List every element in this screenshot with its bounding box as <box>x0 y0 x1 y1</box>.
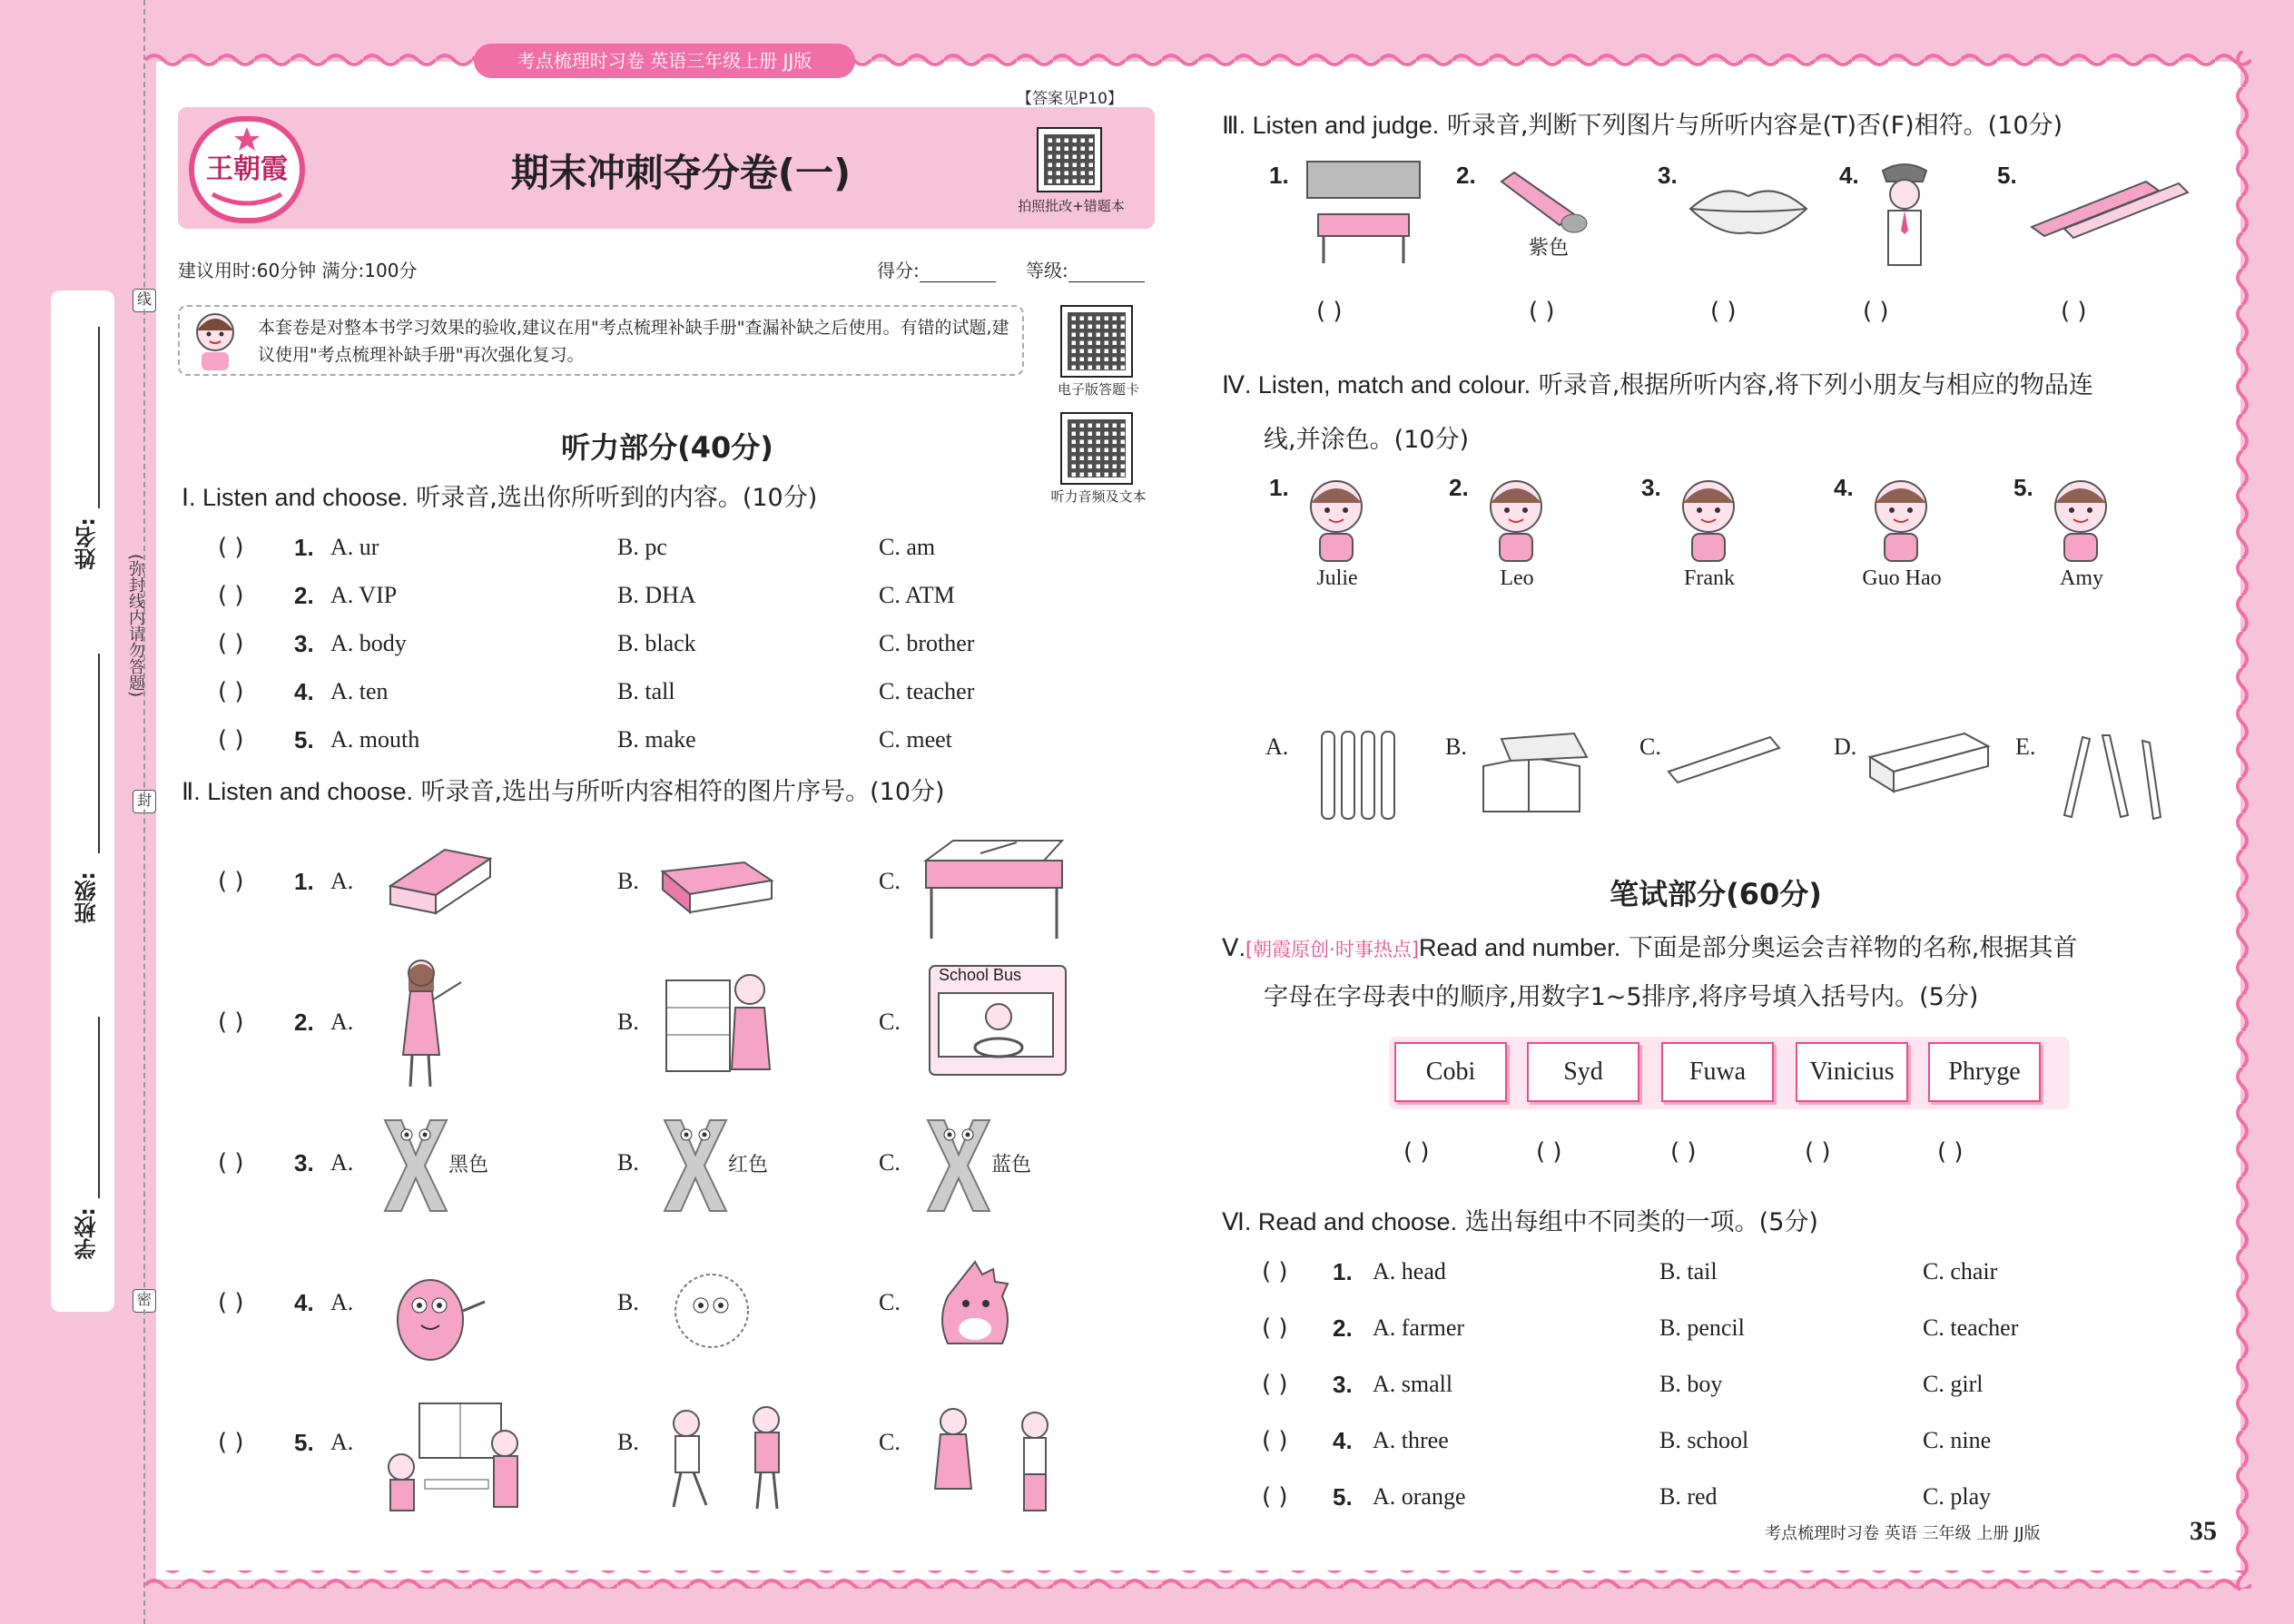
option-b: B. red <box>1659 1483 1718 1510</box>
item-letter: A. <box>1265 733 1289 760</box>
question-number: 1. <box>294 534 314 561</box>
answer-blank[interactable]: ( ) <box>1262 1427 1288 1454</box>
time-score-info: 建议用时:60分钟 满分:100分 <box>178 260 418 281</box>
option-c: C. teacher <box>879 678 975 704</box>
grade-label: 等级: <box>1026 260 1068 281</box>
option-b: B. tall <box>617 678 675 704</box>
answer-blank[interactable]: ( ) <box>1262 1258 1288 1285</box>
kid-number: 1. <box>1269 474 1289 501</box>
judge-number-1: 1. <box>1269 162 1289 189</box>
option-c: C. meet <box>879 726 952 753</box>
grade-field[interactable] <box>1026 256 1145 282</box>
listening-section-title: 听力部分(40分) <box>561 430 773 465</box>
option-c: C. brother <box>879 630 975 656</box>
mascot-name-card: Vinicius <box>1796 1042 1908 1102</box>
class-label: 班级: <box>74 871 100 924</box>
option-b: B. boy <box>1659 1371 1723 1397</box>
open-book-icon <box>1474 730 1592 817</box>
qr-caption-wrongbook: 拍照批改+错题本 <box>1018 198 1125 214</box>
option-c: C. ATM <box>879 582 955 608</box>
option-a: A. small <box>1373 1371 1453 1397</box>
question-number: 2. <box>294 582 314 609</box>
seal-note: (弥封线内请勿答题) <box>126 554 145 698</box>
kids-table-scene-icon <box>379 1398 534 1516</box>
lips-icon <box>1685 178 1812 241</box>
kid-number: 2. <box>1449 474 1469 501</box>
option-b: B. <box>617 1289 639 1315</box>
pencils-icon <box>2055 732 2164 822</box>
answer-blank[interactable]: ( ) <box>218 1149 244 1176</box>
kid-name: Amy <box>2060 566 2103 590</box>
desk-icon <box>917 833 1071 942</box>
option-a: A. ten <box>330 678 389 704</box>
judge-answer-blank[interactable]: ( ) <box>1316 298 1343 325</box>
judge-number-3: 3. <box>1658 162 1678 189</box>
color-label: 黑色 <box>448 1154 489 1176</box>
judge-number-5: 5. <box>1997 162 2017 189</box>
school-field[interactable] <box>98 1017 100 1198</box>
girl-avatar-icon <box>187 307 243 372</box>
order-answer-blank[interactable]: ( ) <box>1403 1138 1430 1166</box>
option-b: B. make <box>617 726 696 753</box>
kid-name: Leo <box>1500 566 1534 590</box>
school-label: 学校: <box>74 1207 100 1260</box>
option-b: B. black <box>617 630 696 656</box>
top-banner: 考点梳理时习卷 英语三年级上册 JJ版 <box>474 44 855 78</box>
item-letter: B. <box>1445 733 1467 760</box>
svg-text:王朝霞: 王朝霞 <box>206 153 288 185</box>
kid-portrait-icon <box>2044 470 2117 570</box>
answer-blank[interactable]: ( ) <box>1262 1314 1288 1342</box>
kid-portrait-icon <box>1300 470 1373 570</box>
writing-section-title: 笔试部分(60分) <box>1610 877 1822 911</box>
order-answer-blank[interactable]: ( ) <box>1937 1138 1964 1166</box>
judge-answer-blank[interactable]: ( ) <box>1863 298 1889 325</box>
qr-code-answer-card[interactable] <box>1060 305 1133 378</box>
pencil-box-icon <box>1865 726 1992 799</box>
kid-portrait-icon <box>1865 470 1937 570</box>
order-answer-blank[interactable]: ( ) <box>1805 1138 1831 1166</box>
closed-book-icon <box>654 844 781 917</box>
name-label: 姓名: <box>74 517 100 570</box>
standing-girls-icon <box>917 1398 1071 1516</box>
option-b: B. tail <box>1659 1258 1718 1284</box>
class-field[interactable] <box>98 654 100 853</box>
question-number: 5. <box>1333 1483 1353 1511</box>
seal-char-mi: 密 <box>133 1289 156 1313</box>
option-c: C. <box>879 868 901 894</box>
teacher-girl-icon <box>390 955 463 1091</box>
order-answer-blank[interactable]: ( ) <box>1670 1138 1697 1166</box>
option-b: B. <box>617 1009 639 1035</box>
option-a: A. head <box>1373 1258 1446 1284</box>
paint-tube-icon <box>1496 169 1596 241</box>
section4-heading-cont: 线,并涂色。(10分) <box>1264 426 1470 454</box>
publisher-logo <box>189 116 305 223</box>
qr-code-audio[interactable] <box>1060 412 1133 485</box>
option-c: C. nine <box>1923 1427 1992 1453</box>
pens-icon <box>1316 726 1407 826</box>
section2-heading: Ⅱ. Listen and choose. 听录音,选出与所听内容相符的图片序号。(10分) <box>182 778 945 806</box>
color-label: 蓝色 <box>991 1154 1032 1176</box>
option-a: A. ur <box>330 534 379 560</box>
student-info-card <box>51 290 114 1312</box>
kid-number: 5. <box>2013 474 2033 501</box>
letter-x-character-icon <box>659 1115 732 1215</box>
option-c: C. am <box>879 534 936 560</box>
school-bus-picture <box>926 962 1071 1080</box>
tip-text: 本套卷是对整本书学习效果的验收,建议在用"考点梳理补缺手册"查漏补缺之后使用。有错的试题,建议使用"考点梳理补缺手册"再次强化复习。 <box>258 318 1009 365</box>
ruler-icon <box>1665 732 1783 786</box>
option-a: A. farmer <box>1373 1314 1465 1341</box>
kid-portrait-icon <box>1480 470 1552 570</box>
answer-blank[interactable]: ( ) <box>1262 1371 1288 1398</box>
question-number: 2. <box>1333 1314 1353 1342</box>
section1-heading: Ⅰ. Listen and choose. 听录音,选出你所听到的内容。(10分) <box>182 484 818 512</box>
kid-number: 4. <box>1834 474 1854 501</box>
pink-dino-icon <box>926 1256 1026 1356</box>
letter-x-character-icon <box>922 1115 995 1215</box>
option-c: C. teacher <box>1923 1314 2019 1341</box>
item-letter: E. <box>2015 733 2036 760</box>
option-c: C. <box>879 1429 901 1455</box>
kid-name: Guo Hao <box>1862 566 1942 590</box>
answer-note: 【答案见P10】 <box>1017 90 1123 108</box>
option-a: A. body <box>330 630 407 656</box>
judge-number-4: 4. <box>1839 162 1859 189</box>
rulers-icon <box>2028 172 2191 245</box>
purple-label: 紫色 <box>1529 237 1570 260</box>
question-number: 4. <box>294 678 314 705</box>
mascot-name-card: Phryge <box>1928 1042 2041 1102</box>
option-b: B. <box>617 1149 639 1176</box>
judge-answer-blank[interactable]: ( ) <box>1529 298 1555 325</box>
book-picture-icon <box>372 832 499 922</box>
option-b: B. <box>617 868 639 894</box>
mascot-name-card: Syd <box>1527 1042 1639 1102</box>
option-a: A. mouth <box>330 726 420 753</box>
mascot-name-card: Fuwa <box>1661 1042 1774 1102</box>
seal-char-xian: 线 <box>133 289 156 312</box>
name-field[interactable] <box>98 327 100 508</box>
blackboard-desk-icon <box>1300 160 1427 269</box>
seal-char-feng: 封 <box>133 790 156 813</box>
kid-name: Julie <box>1316 566 1358 590</box>
school-bus-sign: School Bus <box>939 966 1022 984</box>
answer-blank[interactable]: ( ) <box>218 1429 244 1456</box>
section3-heading: Ⅲ. Listen and judge. 听录音,判断下列图片与所听内容是(T)否(F)相符。(10分) <box>1222 112 2063 140</box>
question-number: 4. <box>294 1289 314 1316</box>
judge-number-2: 2. <box>1456 162 1476 189</box>
option-a: A. <box>330 1289 354 1315</box>
qr-caption-answer-card: 电子版答题卡 <box>1057 381 1139 398</box>
answer-blank[interactable]: ( ) <box>218 868 244 895</box>
option-b: B. pc <box>617 534 667 560</box>
option-a: A. <box>330 1429 354 1455</box>
score-label: 得分: <box>877 260 920 281</box>
fluffy-monster-icon <box>663 1265 763 1356</box>
question-number: 4. <box>1333 1427 1353 1454</box>
kid-number: 3. <box>1641 474 1661 501</box>
option-a: A. <box>330 1009 354 1035</box>
answer-blank[interactable]: ( ) <box>218 630 244 657</box>
qr-caption-audio: 听力音频及文本 <box>1050 488 1147 505</box>
answer-blank[interactable]: ( ) <box>218 534 244 561</box>
order-answer-blank[interactable]: ( ) <box>1536 1138 1562 1166</box>
option-c: C. <box>879 1009 901 1035</box>
section6-heading: Ⅵ. Read and choose. 选出每组中不同类的一项。(5分) <box>1222 1208 1818 1236</box>
option-c: C. play <box>1923 1483 1992 1510</box>
option-c: C. chair <box>1923 1258 1998 1284</box>
answer-blank[interactable]: ( ) <box>218 1289 244 1316</box>
dancing-kids-icon <box>654 1398 808 1516</box>
question-number: 5. <box>294 1429 314 1456</box>
option-a: A. orange <box>1373 1483 1466 1510</box>
color-label: 红色 <box>728 1154 769 1176</box>
question-number: 1. <box>294 868 314 895</box>
question-number: 1. <box>1333 1258 1353 1285</box>
option-c: C. girl <box>1923 1371 1984 1397</box>
shopkeeper-icon <box>663 962 781 1080</box>
section5-heading-cont: 字母在字母表中的顺序,用数字1~5排序,将序号填入括号内。(5分) <box>1264 983 1979 1011</box>
option-b: B. pencil <box>1659 1314 1745 1341</box>
option-b: B. DHA <box>617 582 696 608</box>
item-letter: D. <box>1834 733 1857 760</box>
page-number: 35 <box>2190 1516 2217 1546</box>
letter-x-character-icon <box>379 1115 452 1215</box>
option-c: C. <box>879 1149 901 1176</box>
score-field[interactable] <box>877 256 996 282</box>
answer-blank[interactable]: ( ) <box>1262 1483 1288 1511</box>
kid-name: Frank <box>1684 566 1735 590</box>
question-number: 3. <box>294 1149 314 1176</box>
qr-code-wrongbook[interactable] <box>1037 127 1102 192</box>
answer-blank[interactable]: ( ) <box>218 582 244 609</box>
option-a: A. VIP <box>330 582 398 608</box>
question-number: 3. <box>1333 1371 1353 1398</box>
question-number: 2. <box>294 1009 314 1036</box>
option-b: B. school <box>1659 1427 1749 1453</box>
exam-title: 期末冲刺夺分卷(一) <box>510 151 852 195</box>
item-letter: C. <box>1639 733 1661 760</box>
option-a: A. <box>330 1149 354 1176</box>
answer-blank[interactable]: ( ) <box>218 726 244 753</box>
pink-monster-icon <box>379 1265 488 1365</box>
mascot-name-card: Cobi <box>1394 1042 1507 1102</box>
question-number: 3. <box>294 630 314 657</box>
option-b: B. <box>617 1429 639 1455</box>
option-a: A. <box>330 868 354 894</box>
question-number: 5. <box>294 726 314 753</box>
answer-blank[interactable]: ( ) <box>218 678 244 705</box>
kid-portrait-icon <box>1672 470 1745 570</box>
option-c: C. <box>879 1289 901 1315</box>
option-a: A. three <box>1373 1427 1449 1453</box>
judge-answer-blank[interactable]: ( ) <box>1710 298 1737 325</box>
section5-heading: Ⅴ.[朝霞原创·时事热点]Read and number. 下面是部分奥运会吉祥物的名称,根据其首 <box>1222 934 2078 962</box>
footer-text: 考点梳理时习卷 英语 三年级 上册 JJ版 <box>1765 1524 2041 1543</box>
section4-heading: Ⅳ. Listen, match and colour. 听录音,根据所听内容,将下列小朋友与相应的物品连 <box>1222 371 2093 399</box>
judge-answer-blank[interactable]: ( ) <box>2061 298 2087 325</box>
police-officer-icon <box>1863 158 1944 276</box>
answer-blank[interactable]: ( ) <box>218 1009 244 1036</box>
